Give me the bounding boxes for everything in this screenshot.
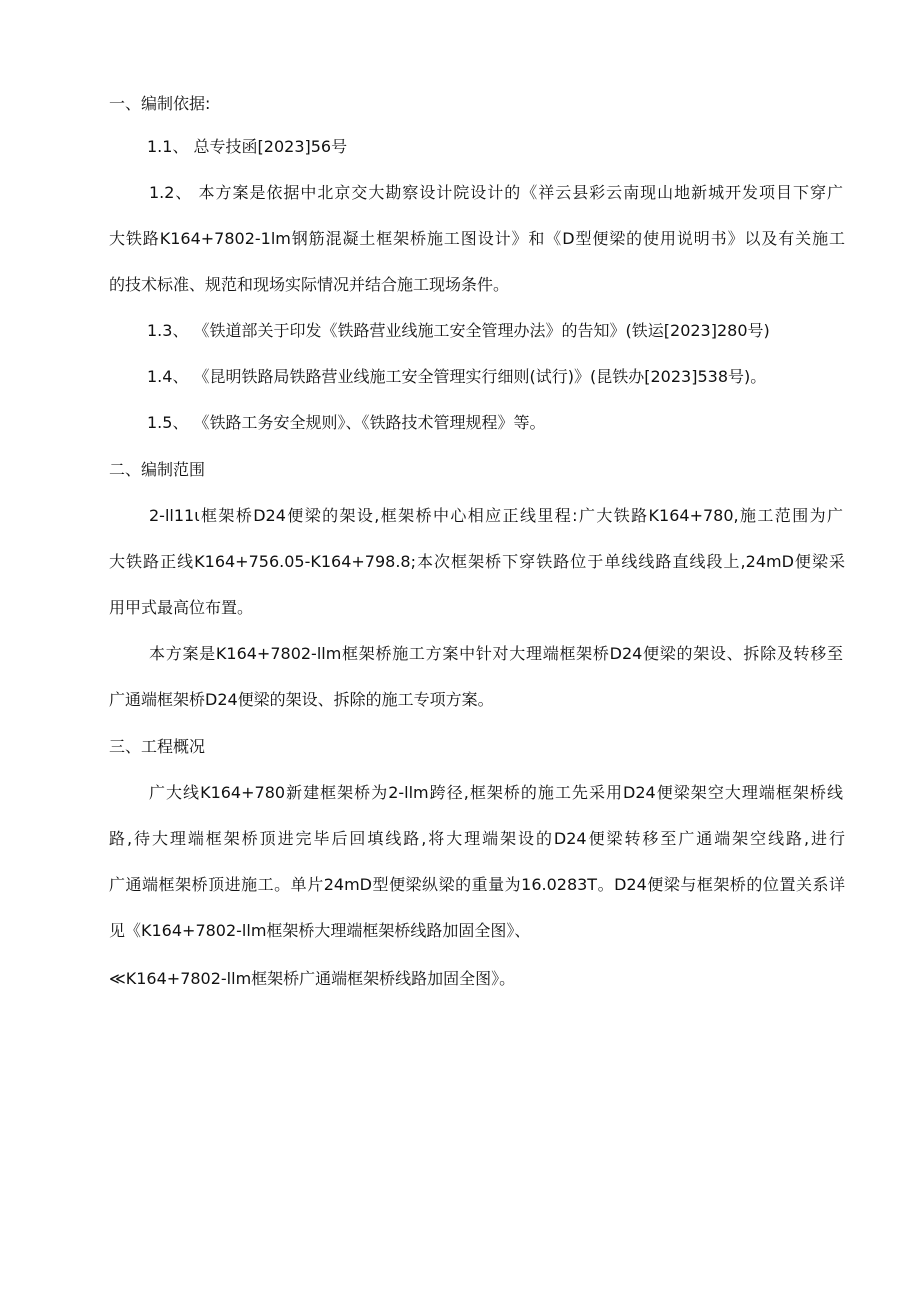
scope-paragraph-1-line-3: 用甲式最高位布置。 — [109, 598, 254, 617]
basis-item-1-5: 1.5、 《铁路工务安全规则》、《铁路技术管理规程》等。 — [147, 413, 546, 432]
scope-paragraph-1-line-1: 2-ll11ι框架桥D24便梁的架设,框架桥中心相应正线里程:广大铁路K164+780,施工范围为广 — [149, 506, 843, 525]
basis-item-1-4: 1.4、 《昆明铁路局铁路营业线施工安全管理实行细则(试行)》(昆铁办[2023]538号)。 — [147, 367, 767, 386]
overview-paragraph-line-2: 路,待大理端框架桥顶进完毕后回填线路,将大理端架设的D24便梁转移至广通端架空线路,进行 — [109, 829, 845, 848]
scope-paragraph-2-line-2: 广通端框架桥D24便梁的架设、拆除的施工专项方案。 — [109, 690, 494, 709]
overview-paragraph-line-1: 广大线K164+780新建框架桥为2-llm跨径,框架桥的施工先采用D24便梁架空大理端框架桥线 — [149, 783, 843, 802]
section-heading-1: 一、编制依据: — [109, 94, 211, 113]
basis-item-1-3: 1.3、 《铁道部关于印发《铁路营业线施工安全管理办法》的告知》(铁运[2023]280号) — [147, 321, 770, 340]
section-heading-3: 三、工程概况 — [109, 737, 206, 756]
overview-paragraph-line-4: 见《K164+7802-llm框架桥大理端框架桥线路加固全图》、 — [109, 921, 531, 940]
basis-item-1-2-line-3: 的技术标准、规范和现场实际情况并结合施工现场条件。 — [109, 275, 510, 294]
basis-item-1-1: 1.1、 总专技函[2023]56号 — [147, 137, 348, 156]
scope-paragraph-1-line-2: 大铁路正线K164+756.05-K164+798.8;本次框架桥下穿铁路位于单线线路直线段上,24mD便梁采 — [109, 552, 845, 571]
section-heading-2: 二、编制范围 — [109, 460, 206, 479]
scope-paragraph-2-line-1: 本方案是K164+7802-llm框架桥施工方案中针对大理端框架桥D24便梁的架设、拆除及转移至 — [149, 644, 843, 663]
basis-item-1-2-line-2: 大铁路K164+7802-1lm钢筋混凝土框架桥施工图设计》和《D型便梁的使用说明书》以及有关施工 — [109, 229, 845, 248]
overview-paragraph-line-5: ≪K164+7802-llm框架桥广通端框架桥线路加固全图》。 — [109, 969, 516, 988]
overview-paragraph-line-3: 广通端框架桥顶进施工。单片24mD型便梁纵梁的重量为16.0283T。D24便梁与框架桥的位置关系详 — [109, 875, 845, 894]
basis-item-1-2-line-1: 1.2、 本方案是依据中北京交大勘察设计院设计的《祥云县彩云南现山地新城开发项目下穿广 — [149, 183, 843, 202]
